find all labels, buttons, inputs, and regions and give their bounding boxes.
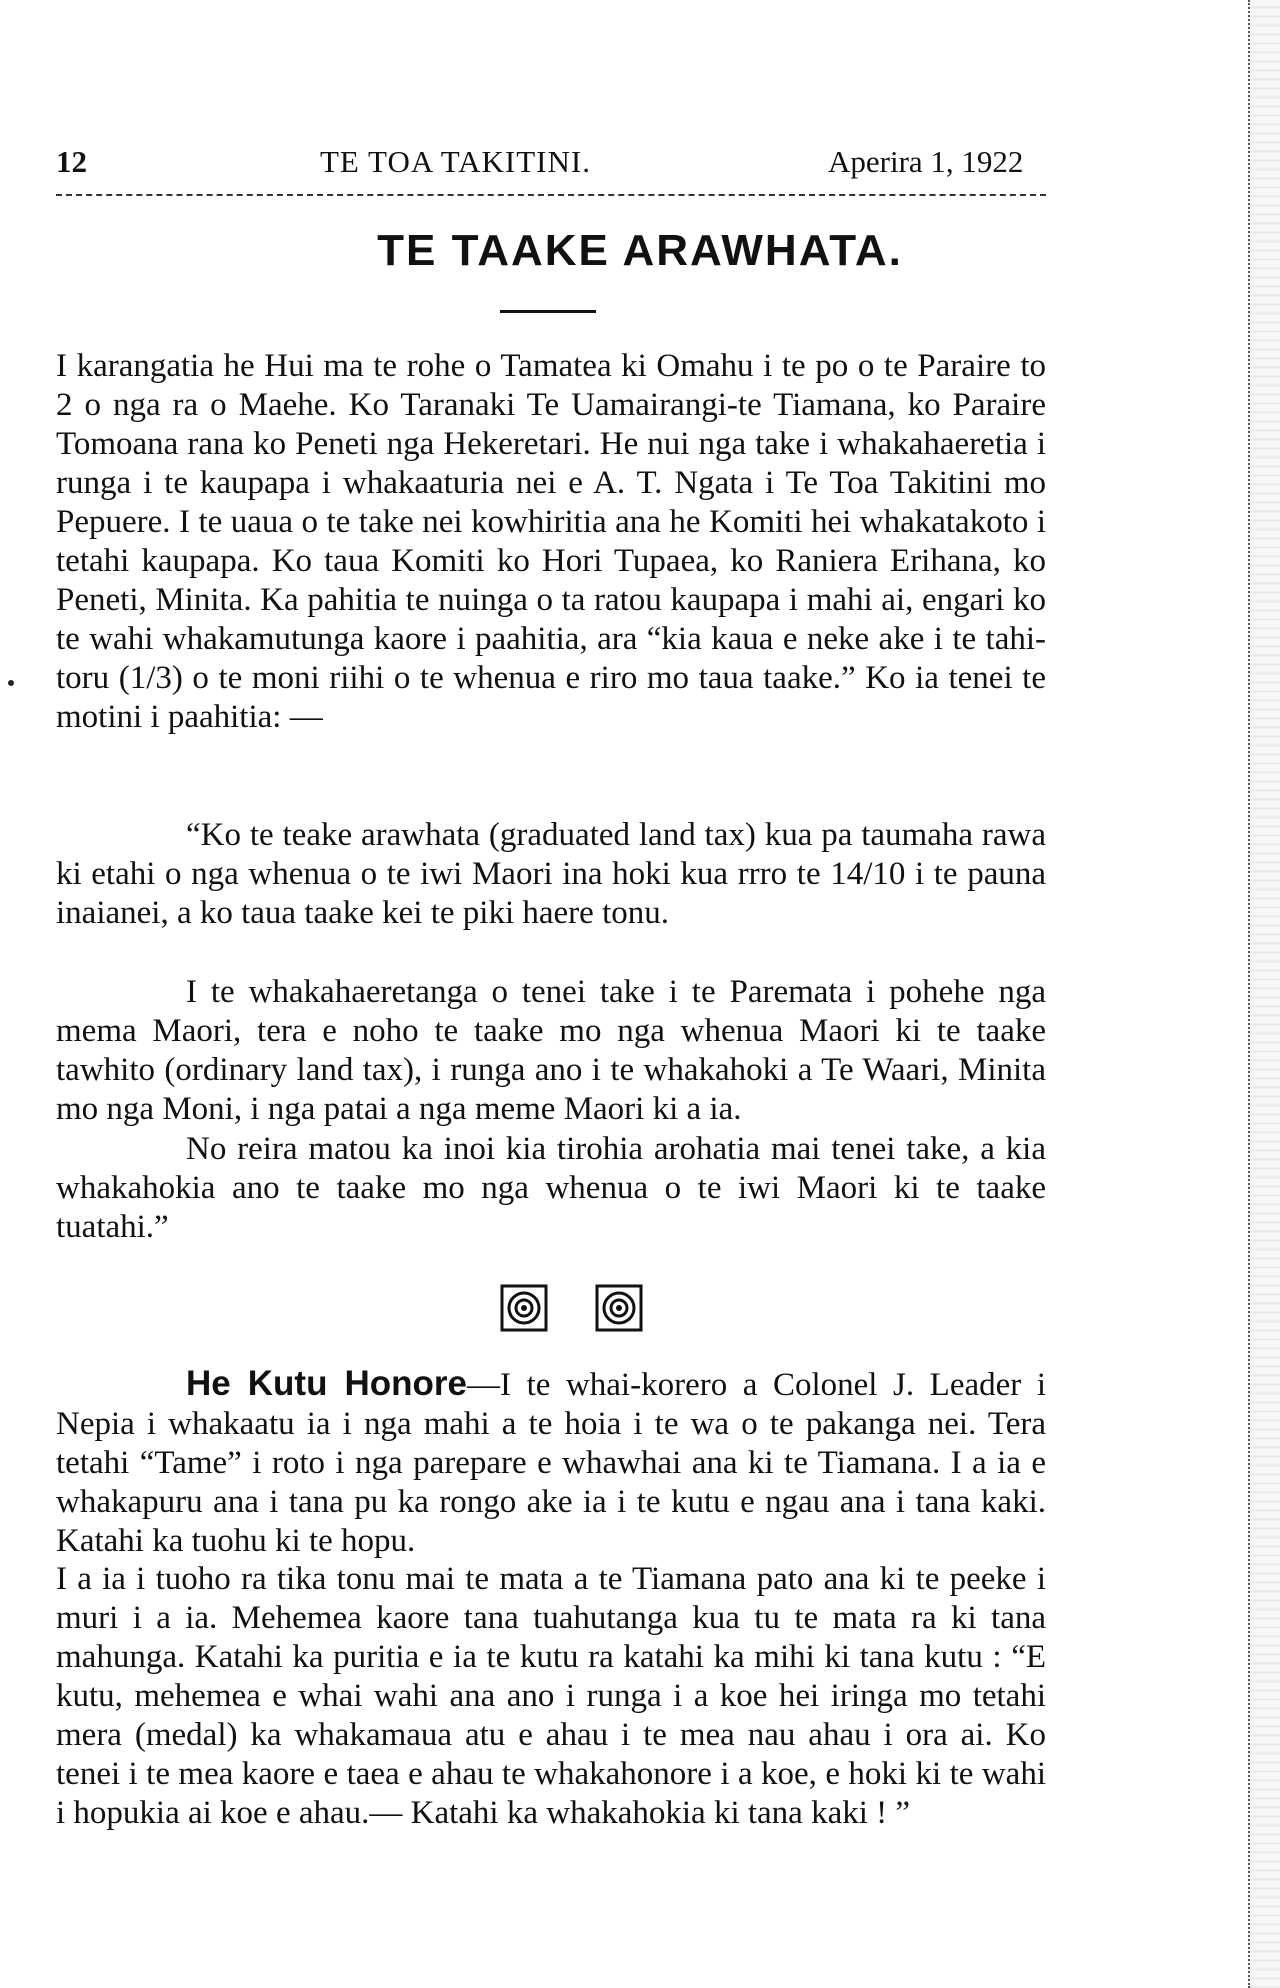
section-ornaments <box>0 1284 1280 1340</box>
article2-lead-paragraph <box>56 1364 1046 1561</box>
article-paragraph-1: I karangatia he Hui ma te rohe o Tamatea ki Omahu i te po o te Paraire to 2 o nga ra o Maehe. Ko Taranaki Te Uamairangi-te Tiamana, ko Paraire Tomoana rana ko Peneti nga Hekeretari. He nui nga take i whakahaeretia i runga i te kaupapa i whakaaturia nei e A. T. Ngata i Te Toa Takitini mo Pepuere. I te uaua o te take nei kowhiritia ana he Komiti hei whakatakoto i tetahi kaupapa. Ko taua Komiti ko Hori Tupaea, ko Raniera Erihana, ko Peneti, Minita. Ka pahitia te nuinga o ta ratou kaupapa i mahi ai, engari ko te wahi whakamutunga kaore i paahitia, ara “kia kaua e neke ake i te tahi-toru (1/3) o te moni riihi o te whenua e riro mo taua taake.” Ko ia tenei te motini i paahitia: — <box>56 348 1046 735</box>
article2-lead-text: —I te whai-korero a Colonel J. Leader i Nepia i whakaatu ia i nga mahi a te hoia i te wa o te pakanga nei. Tera tetahi “Tame” i roto i nga parepare e whawhai ana ki te Tiamana. I a ia e whakapuru ana i tana pu ka rongo ake ia i te kutu e ngau ana i tana kaki. Katahi ka tuohu ki te hopu. <box>56 1367 1046 1559</box>
page-number: 12 <box>56 144 87 179</box>
journal-title: TE TOA TAKITINI. <box>320 144 591 179</box>
running-header <box>0 138 1280 178</box>
header-divider <box>56 194 1046 196</box>
article2-paragraph-2: I a ia i tuoho ra tika tonu mai te mata a te Tiamana pato ana ki te peeke i muri i a ia. Mehemea kaore tana tuahutanga kua tu te mata ra ki tana mahunga. Katahi ka puritia e ia te kutu ra katahi ka mihi ki tana kutu : “E kutu, mehemea e whai wahi ana ano i runga i a koe hei iringa mo tetahi mera (medal) ka whakamaua atu e ahau i te mea nau ahau i ora ai. Ko tenei i te mea kaore e taea e ahau te whakahonore i a koe, e hoki ki te wahi i hopukia ai koe e ahau.— Katahi ka whakahokia ki tana kaki ! ” <box>56 1561 1046 1831</box>
title-underline <box>500 310 596 313</box>
article-title: TE TAAKE ARAWHATA. <box>377 226 903 275</box>
page-edge-binding <box>1248 0 1280 1988</box>
concentric-circle-ornament-icon <box>595 1284 643 1332</box>
article2-title: He Kutu Honore <box>186 1364 468 1403</box>
article-paragraph-2: “Ko te teake arawhata (graduated land tax) kua pa taumaha rawa ki etahi o nga whenua o te iwi Maori ina hoki kua rrro te 14/10 i te pauna inaianei, a ko taua taake kei te piki haere tonu. <box>56 817 1046 931</box>
margin-speck <box>8 680 14 686</box>
article-paragraph-3: I te whakahaeretanga o tenei take i te Paremata i pohehe nga mema Maori, tera e noho te taake mo nga whenua Maori ki te taake tawhito (ordinary land tax), i runga ano i te whakahoki a Te Waari, Minita mo nga Moni, i nga patai a nga meme Maori ki a ia. <box>56 974 1046 1127</box>
issue-date: Aperira 1, 1922 <box>828 144 1024 179</box>
concentric-circle-ornament-icon <box>500 1284 548 1332</box>
article-paragraph-4: No reira matou ka inoi kia tirohia arohatia mai tenei take, a kia whakahokia ano te taake mo nga whenua o te iwi Maori ki te taake tuatahi.” <box>56 1131 1046 1245</box>
